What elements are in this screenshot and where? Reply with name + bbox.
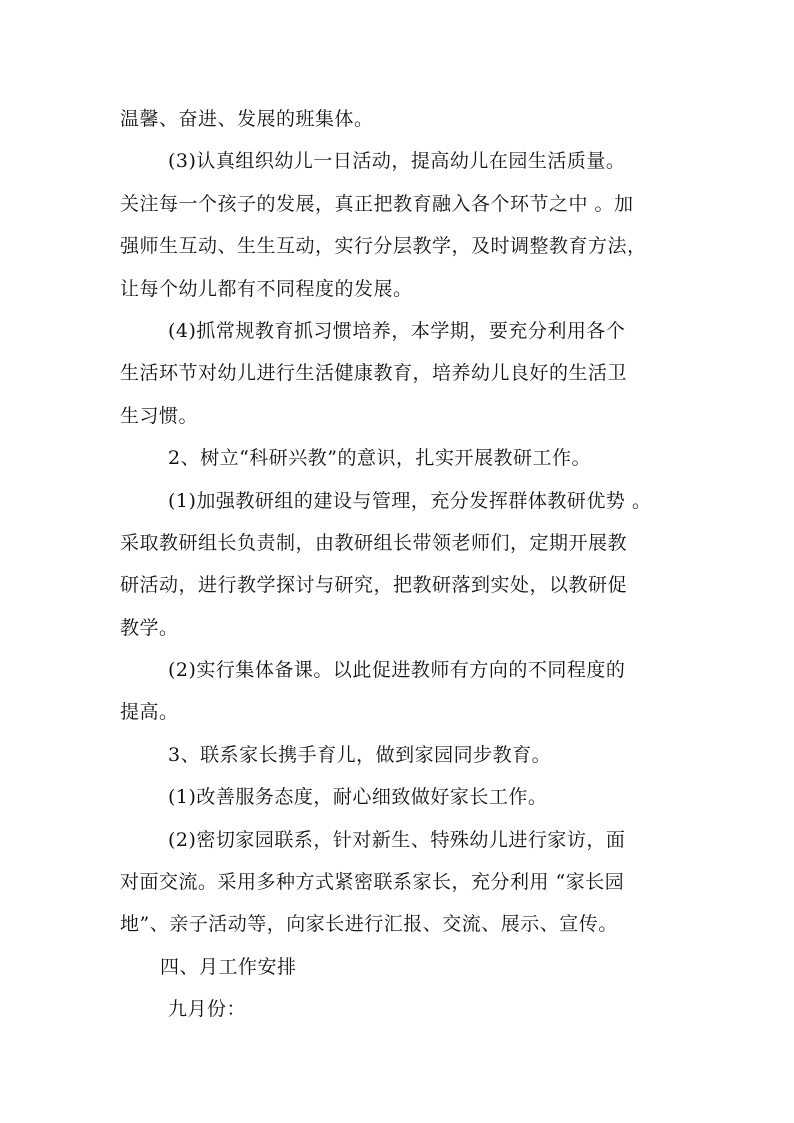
paragraph-line: 采取教研组长负责制，由教研组长带领老师们，定期开展教 — [120, 531, 628, 554]
paragraph-line: 研活动，进行教学探讨与研究，把教研落到实处，以教研促 — [120, 574, 628, 597]
paragraph-line: 温馨、奋进、发展的班集体。 — [120, 108, 374, 130]
paragraph-line: 生习惯。 — [120, 404, 199, 427]
paragraph-line: 让每个幼儿都有不同程度的发展。 — [120, 277, 413, 300]
paragraph-line: 对面交流。采用多种方式紧密联系家长，充分利用 “家长园 — [120, 871, 625, 894]
paragraph-line: 生活环节对幼儿进行生活健康教育，培养幼儿良好的生活卫 — [120, 362, 628, 385]
paragraph-line: (2)实行集体备课。以此促进教师有方向的不同程度的 — [168, 659, 626, 682]
paragraph-line: 关注每一个孩子的发展，真正把教育融入各个环节之中 。加 — [120, 192, 634, 215]
paragraph-line: (1)改善服务态度，耐心细致做好家长工作。 — [168, 786, 548, 809]
document-body — [120, 98, 680, 1031]
paragraph-line: (4)抓常规教育抓习惯培养，本学期，要充分利用各个 — [168, 319, 626, 342]
paragraph-line: 地”、亲子活动等，向家长进行汇报、交流、展示、宣传。 — [120, 913, 618, 936]
paragraph-line: (1)加强教研组的建设与管理，充分发挥群体教研优势 。 — [168, 489, 652, 512]
paragraph-line: 强师生互动、生生互动，实行分层教学，及时调整教育方法， — [120, 235, 647, 258]
section-heading: 3、联系家长携手育儿，做到家园同步教育。 — [168, 743, 552, 766]
section-heading: 四、月工作安排 — [160, 955, 297, 978]
paragraph-line: 教学。 — [120, 616, 179, 639]
paragraph-line: (3)认真组织幼儿一日活动，提高幼儿在园生活质量。 — [168, 150, 626, 173]
paragraph-line: 提高。 — [120, 701, 179, 724]
paragraph-line: (2)密切家园联系，针对新生、特殊幼儿进行家访，面 — [168, 828, 626, 851]
subsection-heading: 九月份： — [168, 998, 247, 1021]
section-heading: 2、树立“科研兴教”的意识，扎实开展教研工作。 — [168, 447, 592, 470]
